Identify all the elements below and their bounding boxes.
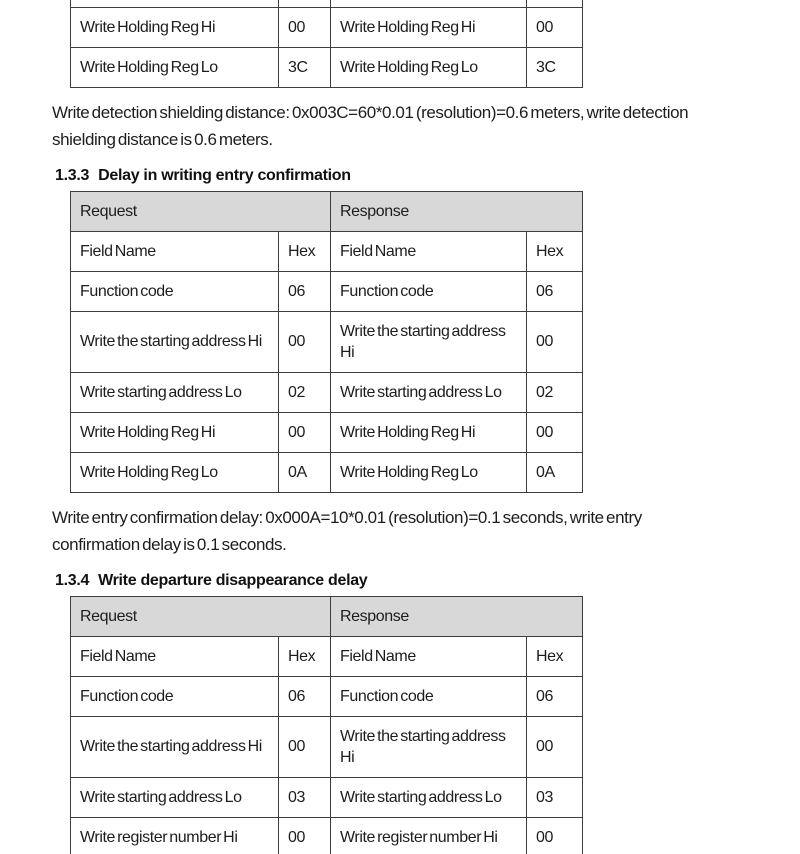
field-name-cell: Write Holding Reg Lo (71, 47, 279, 87)
table-row (71, 372, 583, 412)
table-departure-disappearance-delay (70, 596, 583, 854)
hex-value-cell: 00 (527, 7, 583, 47)
field-name-cell: Write starting address Lo (331, 777, 527, 817)
field-name-cell: Field Name (331, 231, 527, 271)
field-name-cell: Write Holding Reg Hi (71, 7, 279, 47)
cropped-table-row (71, 0, 583, 7)
hex-value-cell: Hex (279, 231, 331, 271)
hex-value-cell: 0A (279, 452, 331, 492)
field-name-cell: Write Holding Reg Hi (71, 412, 279, 452)
hex-value-cell: 3C (279, 47, 331, 87)
field-name-cell: Write Holding Reg Lo (331, 47, 527, 87)
hex-value-cell: 00 (527, 311, 583, 372)
table-row (71, 231, 583, 271)
hex-value-cell: 00 (279, 716, 331, 777)
field-name-cell: Write register number Hi (71, 817, 279, 854)
table-row (71, 676, 583, 716)
hex-value-cell: 03 (279, 777, 331, 817)
hex-value-cell: 03 (527, 777, 583, 817)
table-row (71, 636, 583, 676)
request-header-cell: Request (71, 596, 331, 636)
field-name-cell: Write register number Hi (331, 817, 527, 854)
table-row (71, 47, 583, 87)
hex-value-cell: 02 (279, 372, 331, 412)
field-name-cell: Write Holding Reg Lo (71, 452, 279, 492)
field-name-cell: Write starting address Lo (331, 372, 527, 412)
table-header-row (71, 191, 583, 231)
hex-value-cell: 3C (527, 47, 583, 87)
section-number: 1.3.4 (55, 571, 90, 589)
field-name-cell: Write the starting address Hi (71, 716, 279, 777)
table-row (71, 452, 583, 492)
table-row (71, 7, 583, 47)
field-name-cell: Write Holding Reg Hi (331, 412, 527, 452)
field-name-cell: Function code (331, 676, 527, 716)
table-shielding-distance-partial (70, 0, 583, 88)
hex-value-cell: 06 (527, 271, 583, 311)
hex-value-cell: 06 (527, 676, 583, 716)
response-header-cell: Response (331, 191, 583, 231)
section-title: Delay in writing entry confirmation (98, 166, 351, 184)
field-name-cell: Write the starting address Hi (331, 311, 527, 372)
cropped-cell (331, 0, 527, 7)
hex-value-cell: 02 (527, 372, 583, 412)
hex-value-cell: 06 (279, 271, 331, 311)
hex-value-cell: 06 (279, 676, 331, 716)
hex-value-cell: 00 (279, 817, 331, 854)
table-row (71, 271, 583, 311)
field-name-cell: Function code (71, 271, 279, 311)
field-name-cell: Field Name (71, 231, 279, 271)
hex-value-cell: 00 (527, 817, 583, 854)
field-name-cell: Function code (71, 676, 279, 716)
field-name-cell: Write starting address Lo (71, 372, 279, 412)
hex-value-cell: Hex (527, 636, 583, 676)
hex-value-cell: Hex (527, 231, 583, 271)
field-name-cell: Write starting address Lo (71, 777, 279, 817)
hex-value-cell: 00 (279, 412, 331, 452)
request-header-cell: Request (71, 191, 331, 231)
field-name-cell: Write the starting address Hi (331, 716, 527, 777)
table-header-row (71, 596, 583, 636)
table-row (71, 777, 583, 817)
hex-value-cell: 0A (527, 452, 583, 492)
section-title: Write departure disappearance delay (98, 571, 368, 589)
field-name-cell: Write the starting address Hi (71, 311, 279, 372)
table-row (71, 412, 583, 452)
cropped-cell (71, 0, 279, 7)
field-name-cell: Field Name (71, 636, 279, 676)
section-heading-1-3-3 (55, 167, 760, 185)
hex-value-cell: 00 (279, 311, 331, 372)
hex-value-cell: 00 (279, 7, 331, 47)
field-name-cell: Write Holding Reg Lo (331, 452, 527, 492)
section-heading-1-3-4 (55, 572, 760, 590)
cropped-cell (527, 0, 583, 7)
hex-value-cell: 00 (527, 412, 583, 452)
table-delay-entry-confirmation (70, 191, 583, 493)
section-number: 1.3.3 (55, 166, 90, 184)
hex-value-cell: 00 (527, 716, 583, 777)
response-header-cell: Response (331, 596, 583, 636)
hex-value-cell: Hex (279, 636, 331, 676)
table-row (71, 311, 583, 372)
field-name-cell: Write Holding Reg Hi (331, 7, 527, 47)
table-row (71, 716, 583, 777)
field-name-cell: Function code (331, 271, 527, 311)
paragraph-shielding-distance: Write detection shielding distance: 0x003C=60*0.01 (resolution)=0.6 meters, write detection shielding distance is 0.6 meters. (52, 102, 689, 149)
field-name-cell: Field Name (331, 636, 527, 676)
cropped-cell (279, 0, 331, 7)
table-row (71, 817, 583, 854)
paragraph-entry-confirmation-delay: Write entry confirmation delay: 0x000A=10*0.01 (resolution)=0.1 seconds, write entry confirmation delay is 0.1 seconds. (52, 507, 642, 554)
